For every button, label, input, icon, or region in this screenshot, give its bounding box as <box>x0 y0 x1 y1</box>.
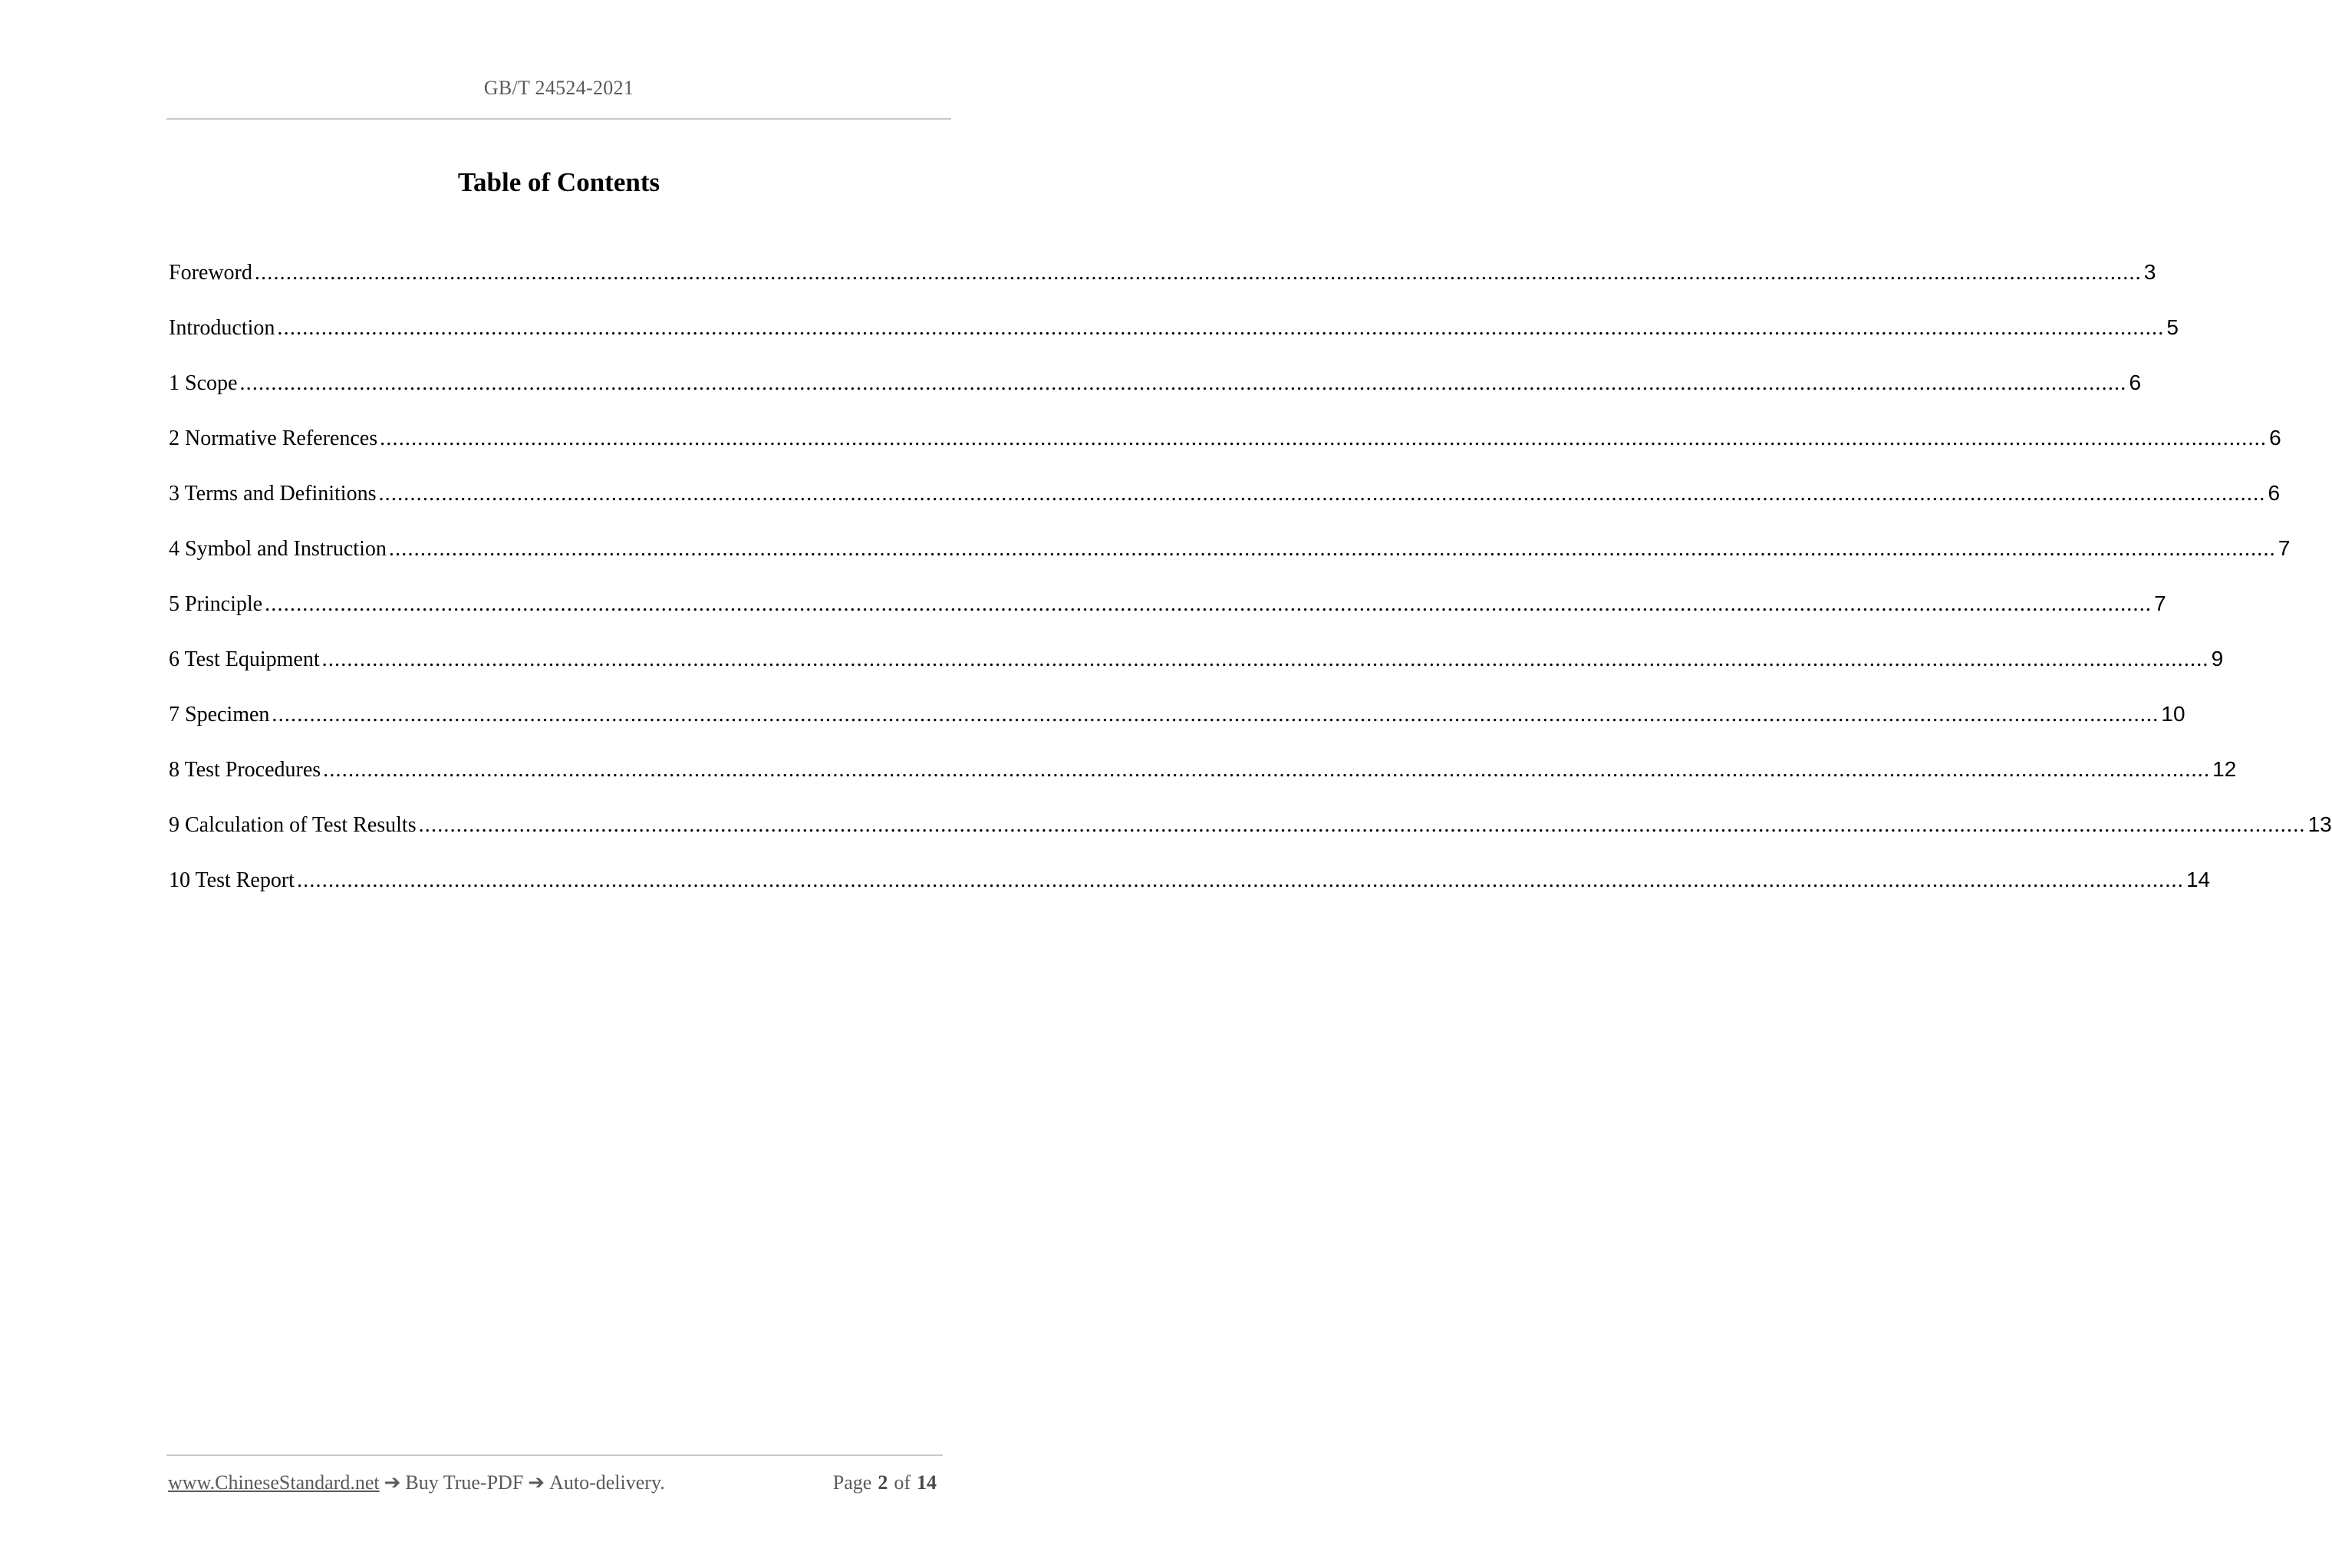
toc-entry-label: 3 Terms and Definitions <box>169 482 377 506</box>
dot-leader: ............................................................................................................................................................................................................................................................................................................ <box>277 316 2165 340</box>
toc-entry-label: 6 Test Equipment <box>169 647 320 671</box>
toc-entry-label: 4 Symbol and Instruction <box>169 537 387 561</box>
toc-entry[interactable] <box>169 757 2237 812</box>
toc-entry-label: Introduction <box>169 316 275 340</box>
dot-leader: ............................................................................................................................................................................................................................................................................................................ <box>239 371 2127 395</box>
dot-leader: ............................................................................................................................................................................................................................................................................................................ <box>380 427 2268 450</box>
dot-leader: ............................................................................................................................................................................................................................................................................................................ <box>254 261 2142 285</box>
dot-leader: ............................................................................................................................................................................................................................................................................................................ <box>272 703 2159 726</box>
right-arrow-icon: ➔ <box>528 1471 545 1494</box>
dot-leader: ............................................................................................................................................................................................................................................................................................................ <box>296 868 2184 892</box>
toc-entry-page: 9 <box>2211 647 2224 670</box>
page-title: Table of Contents <box>457 167 660 197</box>
toc-entry[interactable] <box>169 702 2185 757</box>
page-word: Page <box>832 1471 872 1494</box>
toc-entry-page: 7 <box>2154 591 2166 615</box>
total-page-number: 14 <box>917 1471 937 1494</box>
document-id-header: GB/T 24524-2021 <box>483 77 634 99</box>
toc-entry[interactable] <box>169 536 2291 591</box>
toc-entry[interactable] <box>169 481 2281 536</box>
table-of-contents <box>169 260 2332 923</box>
toc-entry-page: 6 <box>2268 481 2281 505</box>
toc-entry-page: 7 <box>2278 536 2291 560</box>
footer-step-delivery: Auto-delivery. <box>549 1471 665 1494</box>
toc-entry[interactable] <box>169 260 2156 315</box>
toc-entry[interactable] <box>169 371 2142 426</box>
toc-entry-page: 10 <box>2161 702 2185 726</box>
toc-entry[interactable] <box>169 315 2179 371</box>
dot-leader: ............................................................................................................................................................................................................................................................................................................ <box>321 647 2209 671</box>
toc-entry-page: 6 <box>2129 371 2142 394</box>
toc-entry[interactable] <box>169 647 2224 702</box>
toc-entry-page: 14 <box>2185 868 2211 891</box>
footer-divider <box>166 1454 943 1456</box>
page-of-word: of <box>894 1471 911 1494</box>
toc-entry-label: 2 Normative References <box>169 427 378 450</box>
toc-entry-page: 5 <box>2166 315 2179 339</box>
footer-step-buy: Buy True-PDF <box>405 1471 524 1494</box>
toc-entry-label: 1 Scope <box>169 371 238 395</box>
toc-entry-label: 5 Principle <box>169 592 263 616</box>
toc-entry-label: 7 Specimen <box>169 703 270 726</box>
right-arrow-icon: ➔ <box>384 1471 401 1494</box>
toc-entry-label: 9 Calculation of Test Results <box>169 813 417 837</box>
toc-entry[interactable] <box>169 868 2211 923</box>
toc-entry[interactable] <box>169 426 2281 481</box>
toc-entry[interactable] <box>169 591 2166 647</box>
toc-entry-page: 12 <box>2212 757 2237 781</box>
toc-entry-page: 13 <box>2307 812 2332 836</box>
page-indicator <box>833 1471 943 1494</box>
website-link[interactable]: www.ChineseStandard.net <box>168 1471 380 1494</box>
toc-entry-page: 3 <box>2143 260 2156 284</box>
dot-leader: ............................................................................................................................................................................................................................................................................................................ <box>378 482 2266 506</box>
page-footer <box>168 1471 943 1494</box>
current-page-number: 2 <box>878 1471 888 1494</box>
dot-leader: ............................................................................................................................................................................................................................................................................................................ <box>388 537 2276 561</box>
dot-leader: ............................................................................................................................................................................................................................................................................................................ <box>323 758 2211 782</box>
toc-entry-label: 8 Test Procedures <box>169 758 321 782</box>
toc-entry-label: 10 Test Report <box>169 868 295 892</box>
toc-entry[interactable] <box>169 812 2332 868</box>
footer-promo <box>168 1471 665 1494</box>
dot-leader: ............................................................................................................................................................................................................................................................................................................ <box>265 592 2152 616</box>
toc-entry-page: 6 <box>2269 426 2281 450</box>
toc-entry-label: Foreword <box>169 261 252 285</box>
dot-leader: ............................................................................................................................................................................................................................................................................................................ <box>418 813 2306 837</box>
header-divider <box>166 118 951 120</box>
